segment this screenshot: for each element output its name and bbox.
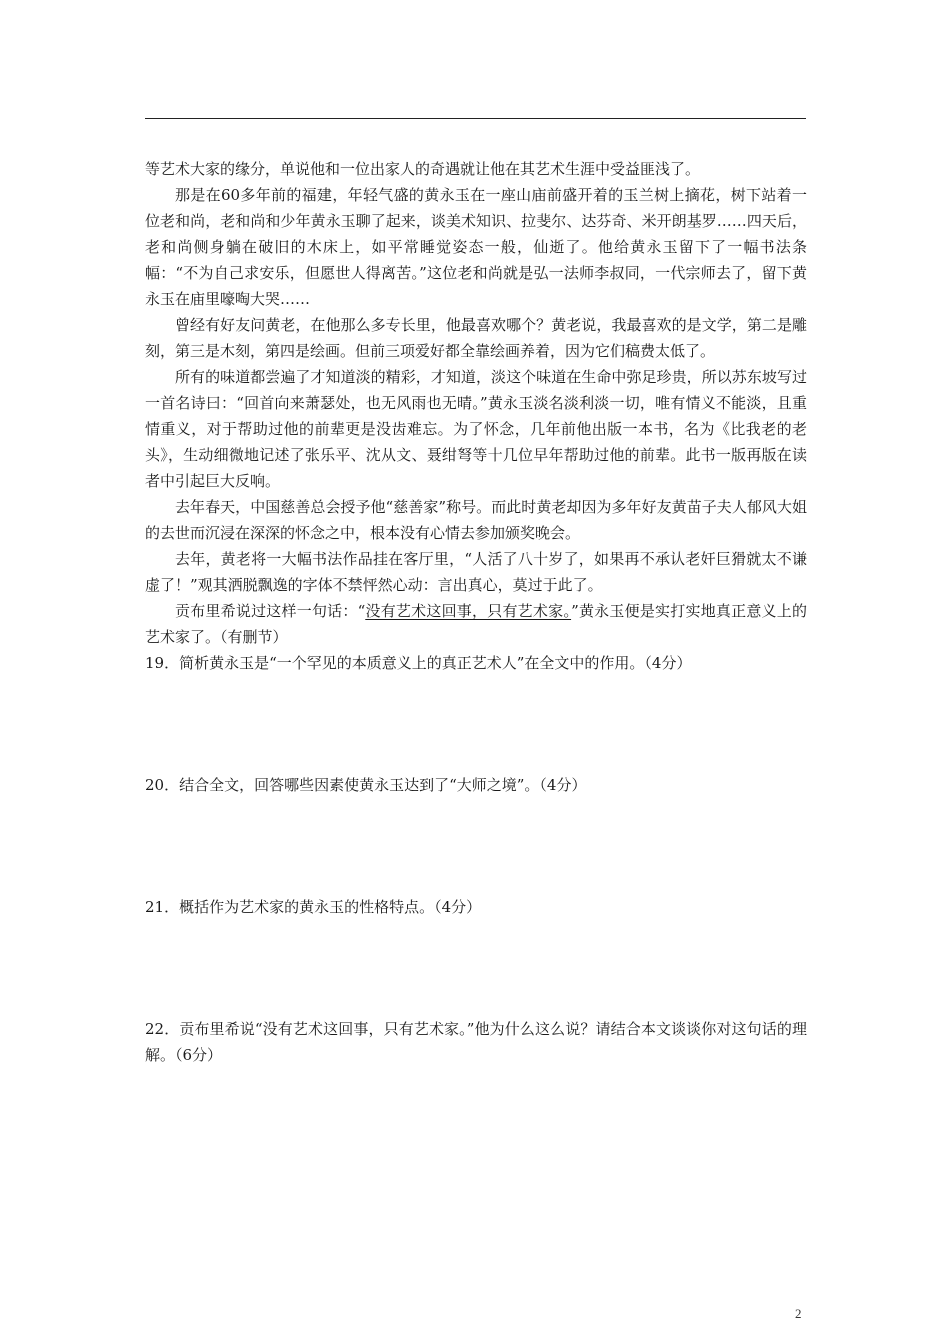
underlined-quote: 没有艺术这回事，只有艺术家。 bbox=[365, 602, 572, 620]
quote-conclusion: ”黄永玉便是实打实地真正意义上的艺术家了。（有删节） bbox=[145, 602, 807, 646]
article-paragraph-6: 去年，黄老将一大幅书法作品挂在客厅里，“人活了八十岁了，如果再不承认老奸巨猾就太不谦虚了！”观其洒脱飘逸的字体不禁怦然心动：言出真心，莫过于此了。 bbox=[145, 550, 807, 594]
article-paragraph-2: 那是在60多年前的福建，年轻气盛的黄永玉在一座山庙前盛开着的玉兰树上摘花，树下站着一位老和尚，老和尚和少年黄永玉聊了起来，谈美术知识、拉斐尔、达芬奇、米开朗基罗……四天后，老和尚侧身躺在破旧的木床上，如平常睡觉姿态一般，仙逝了。他给黄永玉留下了一幅书法条幅：“不为自己求安乐，但愿世人得离苦。”这位老和尚就是弘一法师李叔同，一代宗师去了，留下黄永玉在庙里嚎啕大哭…… bbox=[145, 186, 807, 308]
question-19: 19．简析黄永玉是“一个罕见的本质意义上的真正艺术人”在全文中的作用。（4分） bbox=[145, 654, 692, 672]
article-paragraph-1: 等艺术大家的缘分，单说他和一位出家人的奇遇就让他在其艺术生涯中受益匪浅了。 bbox=[145, 160, 701, 178]
quote-intro: 贡布里希说过这样一句话：“ bbox=[175, 602, 366, 620]
question-22: 22．贡布里希说“没有艺术这回事，只有艺术家。”他为什么这么说？请结合本文谈谈你对这句话的理解。（6分） bbox=[145, 1020, 807, 1064]
header-rule bbox=[145, 118, 806, 119]
article-paragraph-4: 所有的味道都尝遍了才知道淡的精彩，才知道，淡这个味道在生命中弥足珍贵，所以苏东坡写过一首名诗曰：“回首向来萧瑟处，也无风雨也无晴。”黄永玉淡名淡利淡一切，唯有情义不能淡，且重情重义，对于帮助过他的前辈更是没齿难忘。为了怀念，几年前他出版一本书，名为《比我老的老头》，生动细微地记述了张乐平、沈从文、聂绀弩等十几位早年帮助过他的前辈。此书一版再版在读者中引起巨大反响。 bbox=[145, 368, 807, 490]
question-21: 21．概括作为艺术家的黄永玉的性格特点。（4分） bbox=[145, 898, 482, 916]
article-paragraph-3: 曾经有好友问黄老，在他那么多专长里，他最喜欢哪个？黄老说，我最喜欢的是文学，第二是雕刻，第三是木刻，第四是绘画。但前三项爱好都全靠绘画养着，因为它们稿费太低了。 bbox=[145, 316, 807, 360]
article-paragraph-5: 去年春天，中国慈善总会授予他“慈善家”称号。而此时黄老却因为多年好友黄苗子夫人郁风大姐的去世而沉浸在深深的怀念之中，根本没有心情去参加颁奖晚会。 bbox=[145, 498, 807, 542]
page-number: 2 bbox=[795, 1306, 802, 1321]
article-paragraph-7 bbox=[145, 598, 807, 650]
question-20: 20．结合全文，回答哪些因素使黄永玉达到了“大师之境”。（4分） bbox=[145, 776, 587, 794]
document-body bbox=[145, 156, 807, 1068]
